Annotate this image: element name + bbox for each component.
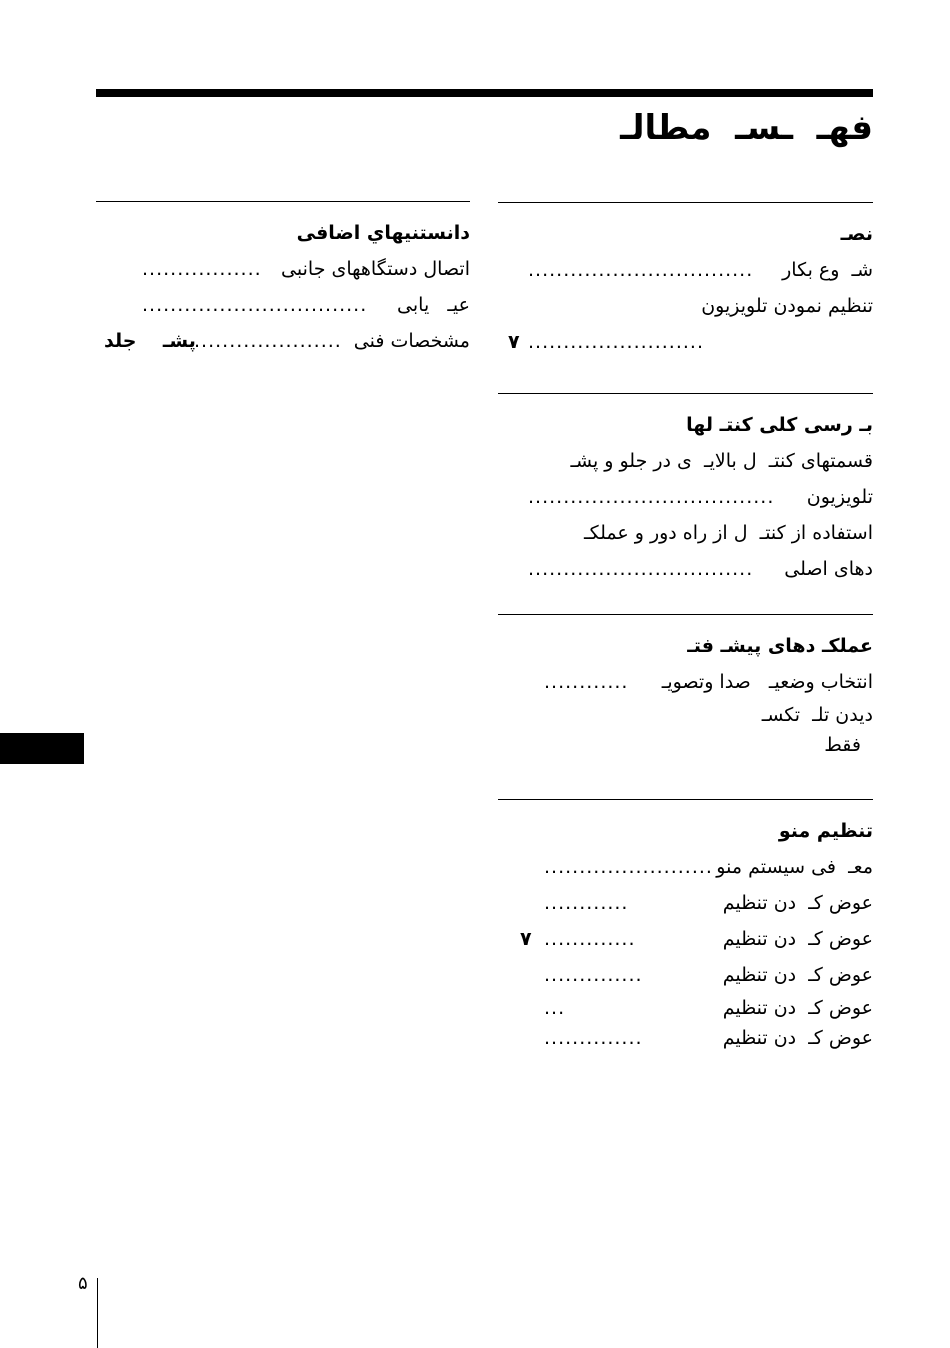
- toc-entry[interactable]: [498, 324, 873, 360]
- toc-section: [498, 799, 873, 1077]
- entry-text: ديدن تلـ تكسـ: [761, 704, 873, 726]
- toc-section: [498, 614, 873, 799]
- entry-text: عوض كـ دن تنظيم: [722, 928, 873, 950]
- toc-entry[interactable]: [498, 664, 873, 700]
- entry-text: تنظيم نمودن تلويزيون: [701, 295, 873, 317]
- toc-entry[interactable]: [498, 849, 873, 885]
- leader-dots: .........................: [528, 331, 704, 353]
- section-heading: بـ رسى كلى كنتـ لها: [686, 414, 873, 436]
- entry-text: تلويزيون: [806, 486, 873, 508]
- toc-entry[interactable]: [96, 323, 470, 359]
- entry-text: دهاى اصلى: [784, 558, 873, 580]
- toc-entry[interactable]: [498, 515, 873, 551]
- leader-dots: ............: [544, 671, 629, 693]
- entry-text: قسمتهاى كنتـ ل بالايـ ى در جلو و پشـ: [570, 450, 873, 472]
- toc-right-column: [498, 202, 873, 1077]
- entry-text: عوض كـ دن تنظيم: [722, 1027, 873, 1049]
- page-ref: ۷: [520, 928, 532, 950]
- entry-text: اتصال دستگاههاى جانبى: [281, 258, 470, 280]
- toc-entry[interactable]: [498, 288, 873, 324]
- toc-entry[interactable]: [498, 479, 873, 515]
- title-rule: [96, 89, 873, 97]
- section-heading: دانستنيهاي اضافى: [296, 222, 470, 244]
- section-heading: نصـ: [840, 223, 873, 245]
- section-heading: عملكـ دهاى پيشـ فتـ: [687, 635, 873, 657]
- entry-text: استفاده از كنتـ ل از راه دور و عملكـ: [584, 522, 873, 544]
- toc-entry[interactable]: [96, 251, 470, 287]
- toc-entry[interactable]: [498, 885, 873, 921]
- leader-dots: ................................: [528, 558, 754, 580]
- toc-entry[interactable]: [498, 1023, 873, 1053]
- entry-text: مشخصات فنى: [353, 330, 470, 352]
- toc-entry[interactable]: [498, 957, 873, 993]
- section-heading: تنظيم منو: [778, 820, 873, 842]
- toc-section: [498, 202, 873, 393]
- leader-dots: .............: [544, 928, 636, 950]
- page-ref: ۷: [508, 331, 520, 353]
- leader-dots: ...................................: [528, 486, 775, 508]
- toc-entry[interactable]: [498, 252, 873, 288]
- toc-entry[interactable]: [498, 921, 873, 957]
- entry-text: عوض كـ دن تنظيم: [722, 964, 873, 986]
- entry-text: انتخاب وضعيـ صدا وتصويـ: [661, 671, 873, 693]
- entry-text: عوض كـ دن تنظيم: [722, 997, 873, 1019]
- side-thumb-tab: [0, 733, 84, 764]
- toc-entry[interactable]: [498, 551, 873, 587]
- leader-dots: .................: [142, 258, 262, 280]
- toc-section: [498, 393, 873, 614]
- entry-text: شـ وع بكار: [782, 259, 873, 281]
- leader-dots: ..............: [544, 1027, 643, 1049]
- entry-text: معـ فى سيستم منو: [716, 856, 873, 878]
- leader-dots: ................................: [142, 294, 368, 316]
- toc-section: [96, 201, 470, 359]
- page-number: ۵: [78, 1273, 88, 1294]
- leader-dots: ........................: [544, 856, 713, 878]
- entry-text: عيـ يابى: [397, 294, 470, 316]
- toc-entry[interactable]: [498, 730, 873, 760]
- toc-entry[interactable]: [96, 287, 470, 323]
- toc-entry[interactable]: [498, 700, 873, 730]
- leader-dots: .....................: [194, 330, 342, 352]
- page-title: فهـ ـسـ مطالـ: [620, 108, 873, 148]
- page-number-rule: [97, 1278, 98, 1348]
- leader-dots: ................................: [528, 259, 754, 281]
- toc-entry[interactable]: [498, 993, 873, 1023]
- entry-text: فقط: [824, 734, 861, 756]
- leader-dots: ............: [544, 892, 629, 914]
- toc-left-column: [96, 201, 470, 359]
- entry-text: عوض كـ دن تنظيم: [722, 892, 873, 914]
- leader-dots: ..............: [544, 964, 643, 986]
- toc-entry[interactable]: [498, 443, 873, 479]
- page-ref: پشـ جلد: [104, 330, 196, 352]
- leader-dots: ...: [544, 997, 566, 1019]
